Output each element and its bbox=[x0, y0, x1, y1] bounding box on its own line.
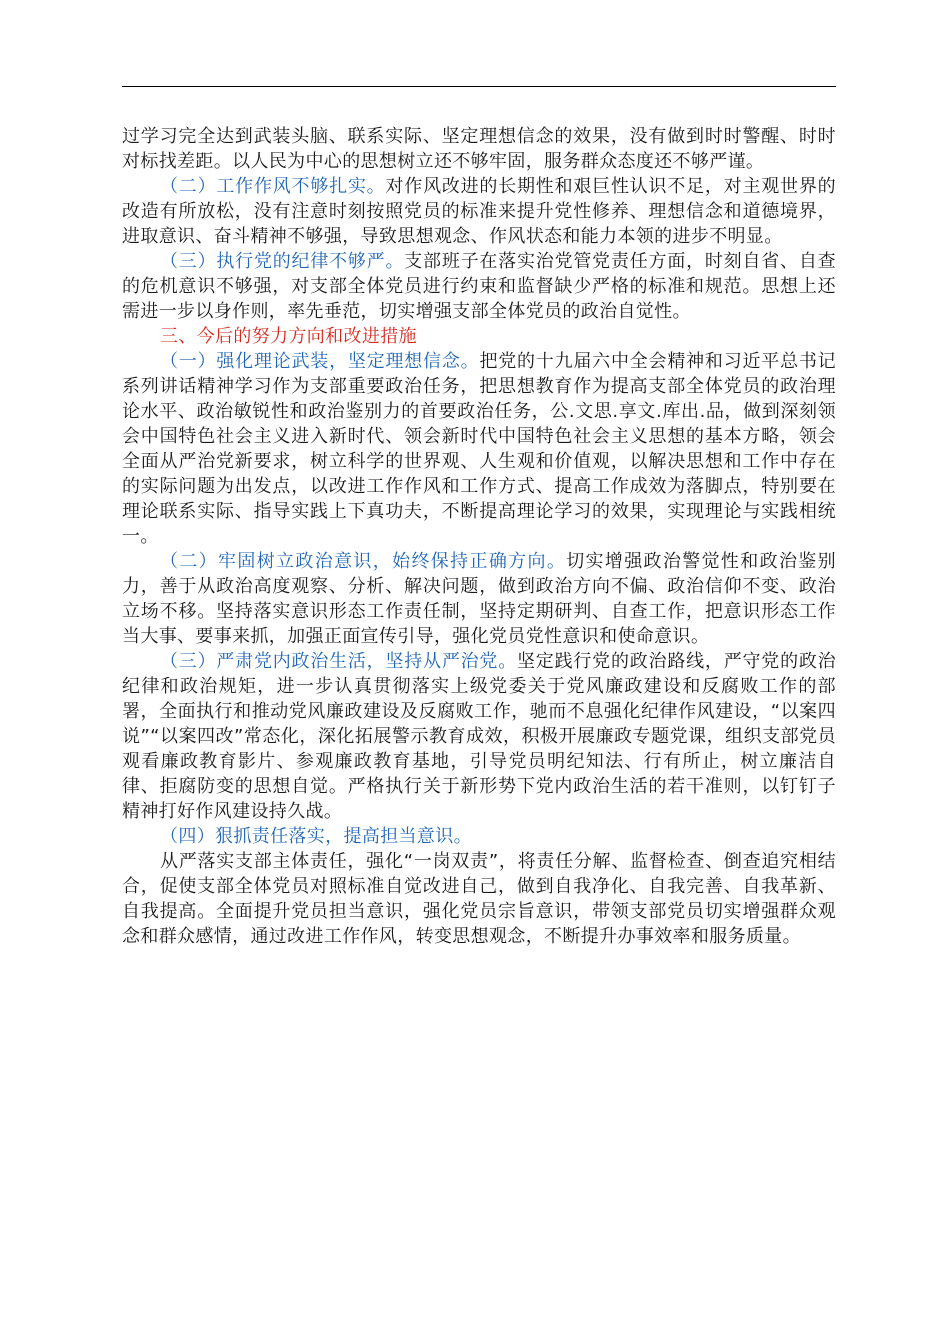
section-heading-political-awareness: （二）牢固树立政治意识，始终保持正确方向。 bbox=[160, 551, 567, 572]
paragraph-9-text: 从严落实支部主体责任，强化“一岗双责”，将责任分解、监督检查、倒查追究相结合，促使支部全体党员对照标准自觉改进自己，做到自我净化、自我完善、自我革新、自我提高。全面提升党员担当意识，强化党员宗旨意识，带领支部党员切实增强群众观念和群众感情，通过改进工作作风，转变思想观念，不断提升办事效率和服务质量。 bbox=[122, 851, 836, 947]
paragraph-2 bbox=[122, 174, 836, 249]
paragraph-8 bbox=[122, 824, 836, 849]
paragraph-2-text: 对作风改进的长期性和艰巨性认识不足，对主观世界的改造有所放松，没有注意时刻按照党员的标准来提升党性修养、理想信念和道德境界，进取意识、奋斗精神不够强，导致思想观念、作风状态和能力本领的进步不明显。 bbox=[122, 176, 836, 247]
paragraph-4 bbox=[122, 324, 836, 349]
section-heading-theory: （一）强化理论武装，坚定理想信念。 bbox=[160, 351, 480, 372]
section-heading-responsibility: （四）狠抓责任落实，提高担当意识。 bbox=[160, 826, 472, 847]
section-heading-discipline: （三）执行党的纪律不够严。 bbox=[160, 251, 405, 272]
paragraph-1 bbox=[122, 124, 836, 174]
header-rule bbox=[122, 86, 836, 87]
paragraph-7-text: 坚定践行党的政治路线，严守党的政治纪律和政治规矩，进一步认真贯彻落实上级党委关于党风廉政建设和反腐败工作的部署，全面执行和推动党风廉政建设及反腐败工作，驰而不息强化纪律作风建设，“以案四说”“以案四改”常态化，深化拓展警示教育成效，积极开展廉政专题党课，组织支部党员观看廉政教育影片、参观廉政教育基地，引导党员明纪知法、行有所止，树立廉洁自律、拒腐防变的思想自觉。严格执行关于新形势下党内政治生活的若干准则，以钉钉子精神打好作风建设持久战。 bbox=[122, 651, 836, 822]
section-heading-work-style: （二）工作作风不够扎实。 bbox=[160, 176, 386, 197]
chapter-heading-improvement: 三、今后的努力方向和改进措施 bbox=[160, 326, 417, 347]
paragraph-1-text: 过学习完全达到武装头脑、联系实际、坚定理想信念的效果，没有做到时时警醒、时时对标找差距。以人民为中心的思想树立还不够牢固，服务群众态度还不够严谨。 bbox=[122, 126, 836, 172]
paragraph-7 bbox=[122, 649, 836, 824]
paragraph-5 bbox=[122, 349, 836, 549]
paragraph-6 bbox=[122, 549, 836, 649]
section-heading-party-life: （三）严肃党内政治生活，坚持从严治党。 bbox=[160, 651, 518, 672]
paragraph-5-text: 把党的十九届六中全会精神和习近平总书记系列讲话精神学习作为支部重要政治任务，把思想教育作为提高支部全体党员的政治理论水平、政治敏锐性和政治鉴别力的首要政治任务，公.文思.享文.库出.品，做到深刻领会中国特色社会主义进入新时代、领会新时代中国特色社会主义思想的基本方略，领会全面从严治党新要求，树立科学的世界观、人生观和价值观，以解决思想和工作中存在的实际问题为出发点，以改进工作作风和工作方式、提高工作成效为落脚点，特别要在理论联系实际、指导实践上下真功夫，不断提高理论学习的效果，实现理论与实践相统一。 bbox=[122, 351, 837, 547]
document-body bbox=[122, 124, 836, 949]
paragraph-3-text: 支部班子在落实治党管党责任方面，时刻自省、自查的危机意识不够强，对支部全体党员进行约束和监督缺少严格的标准和规范。思想上还需进一步以身作则，率先垂范，切实增强支部全体党员的政治自觉性。 bbox=[122, 251, 836, 322]
paragraph-6-text: 切实增强政治警觉性和政治鉴别力，善于从政治高度观察、分析、解决问题，做到政治方向不偏、政治信仰不变、政治立场不移。坚持落实意识形态工作责任制，坚持定期研判、自查工作，把意识形态工作当大事、要事来抓，加强正面宣传引导，强化党员党性意识和使命意识。 bbox=[122, 551, 836, 647]
paragraph-9 bbox=[122, 849, 836, 949]
paragraph-3 bbox=[122, 249, 836, 324]
